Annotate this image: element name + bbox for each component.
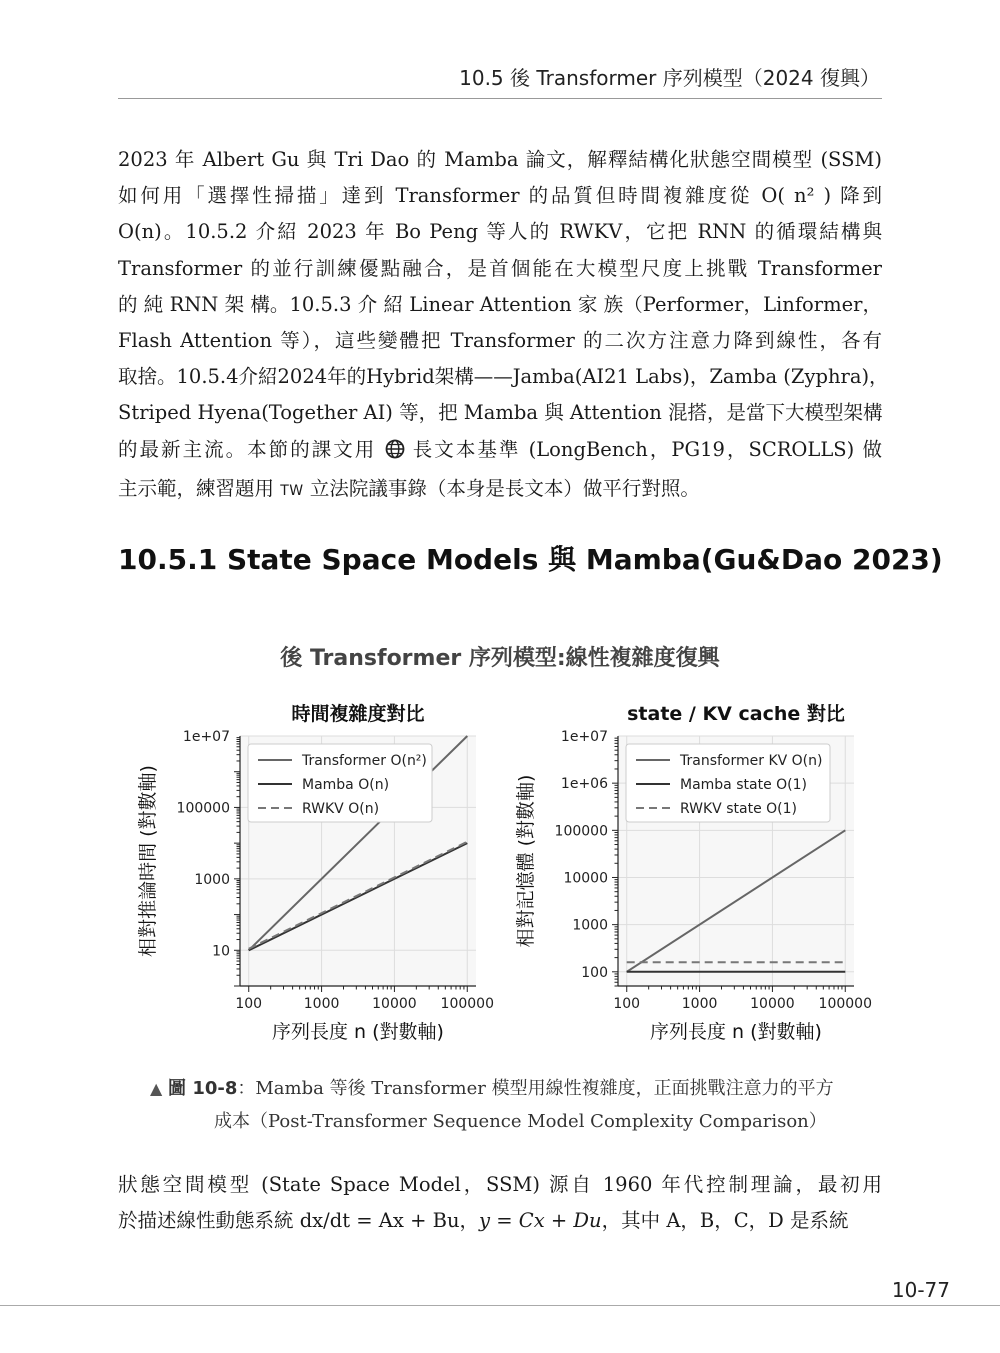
intro-line	[118, 432, 882, 471]
x-axis-label: 序列長度 n (對數軸)	[650, 1021, 822, 1043]
legend-label: Transformer O(n²)	[302, 753, 427, 769]
legend-label: Mamba state O(1)	[680, 777, 807, 793]
ssm-line: 狀態空間模型 (State Space Model，SSM) 源自 1960 年代控制理論，最初用	[118, 1173, 882, 1196]
x-tick-label: 100000	[440, 996, 494, 1012]
x-tick-label: 100	[613, 996, 641, 1012]
ssm-line	[118, 1203, 882, 1239]
y-tick-label: 100000	[176, 800, 230, 817]
y-axis-label: 相對推論時間 (對數軸)	[137, 765, 159, 957]
intro-line9-post: 長文本基準 (LongBench，PG19，SCROLLS) 做	[412, 437, 883, 461]
tw-badge: TW	[280, 482, 304, 499]
subplot-title: 時間複雜度對比	[291, 703, 425, 725]
page-number: 10-77	[891, 1278, 950, 1302]
caption-line2: 成本（Post-Transformer Sequence Model Complexity Comparison）	[214, 1111, 827, 1132]
header-rule	[118, 98, 882, 99]
caption-marker: ▲	[150, 1079, 163, 1098]
intro-line: Striped Hyena(Together AI) 等，把 Mamba 與 Attention 混搭，是當下大模型架構	[118, 401, 883, 425]
legend-label: Mamba O(n)	[302, 777, 390, 793]
ssm-paragraph	[118, 1167, 882, 1239]
intro-line: 如何用「選擇性掃描」達到 Transformer 的品質但時間複雜度從 O( n² ) 降到	[118, 184, 882, 208]
intro-line9-pre: 的最新主流。本節的課文用	[118, 437, 377, 461]
figure-suptitle: 後 Transformer 序列模型:線性複雜度復興	[280, 646, 720, 671]
x-tick-label: 1000	[681, 996, 718, 1012]
intro-line: 2023 年 Albert Gu 與 Tri Dao 的 Mamba 論文，解釋結構化狀態空間模型 (SSM)	[118, 148, 882, 171]
figure-chart	[120, 630, 880, 1050]
intro-line: 的 純 RNN 架 構。10.5.3 介 紹 Linear Attention 家 族（Performer，Linformer，	[118, 292, 882, 316]
caption-figure-number: 圖 10-8	[168, 1078, 238, 1099]
intro-paragraph	[118, 142, 889, 509]
y-tick-label: 1e+07	[560, 729, 608, 745]
globe-icon	[385, 435, 405, 471]
ssm-line2-post: ，其中 A，B，C，D 是系統	[601, 1209, 849, 1233]
y-tick-label: 100	[581, 964, 608, 981]
subplot-title: state / KV cache 對比	[627, 703, 845, 725]
y-tick-label: 1e+07	[182, 729, 230, 745]
y-tick-label: 10	[212, 943, 230, 960]
y-tick-label: 10000	[563, 870, 608, 887]
intro-line: Flash Attention 等），這些變體把 Transformer 的二次方注意力降到線性，各有	[118, 329, 882, 353]
section-title: 10.5.1 State Space Models 與 Mamba(Gu&Dao 2023)	[118, 543, 943, 576]
caption-line1: ：Mamba 等後 Transformer 模型用線性複雜度，正面挑戰注意力的平方	[237, 1078, 834, 1099]
legend-label: Transformer KV O(n)	[680, 753, 823, 769]
footer-rule	[0, 1305, 1000, 1306]
intro-line10-post: 立法院議事錄（本身是長文本）做平行對照。	[309, 476, 700, 500]
x-tick-label: 10000	[750, 996, 795, 1012]
y-tick-label: 100000	[554, 823, 608, 840]
x-tick-label: 100000	[818, 996, 872, 1012]
intro-line: Transformer 的並行訓練優點融合，是首個能在大模型尺度上挑戰 Transformer	[118, 256, 882, 280]
intro-line	[118, 471, 882, 509]
ssm-equation: y = Cx + Du	[479, 1209, 602, 1233]
intro-line: O(n)。10.5.2 介紹 2023 年 Bo Peng 等人的 RWKV，它把 RNN 的循環結構與	[118, 220, 882, 244]
x-tick-label: 1000	[303, 996, 340, 1012]
x-tick-label: 10000	[372, 996, 417, 1012]
y-tick-label: 1e+06	[560, 776, 608, 793]
figure-caption	[150, 1072, 880, 1138]
x-axis-label: 序列長度 n (對數軸)	[272, 1021, 444, 1043]
y-axis-label: 相對記憶體 (對數軸)	[515, 774, 537, 948]
legend-label: RWKV O(n)	[302, 801, 380, 817]
figure	[120, 630, 880, 1050]
intro-line10-pre: 主示範，練習題用	[118, 476, 275, 500]
y-tick-label: 1000	[194, 871, 230, 888]
y-tick-label: 1000	[572, 917, 608, 934]
x-tick-label: 100	[235, 996, 263, 1012]
intro-line: 取捨。10.5.4介紹2024年的Hybrid架構——Jamba(AI21 Labs)，Zamba (Zyphra)，	[118, 365, 889, 389]
legend-label: RWKV state O(1)	[680, 801, 797, 817]
running-header: 10.5 後 Transformer 序列模型（2024 復興）	[459, 66, 880, 90]
ssm-line2-pre: 於描述線性動態系統 dx/dt = Ax + Bu，	[118, 1209, 480, 1233]
